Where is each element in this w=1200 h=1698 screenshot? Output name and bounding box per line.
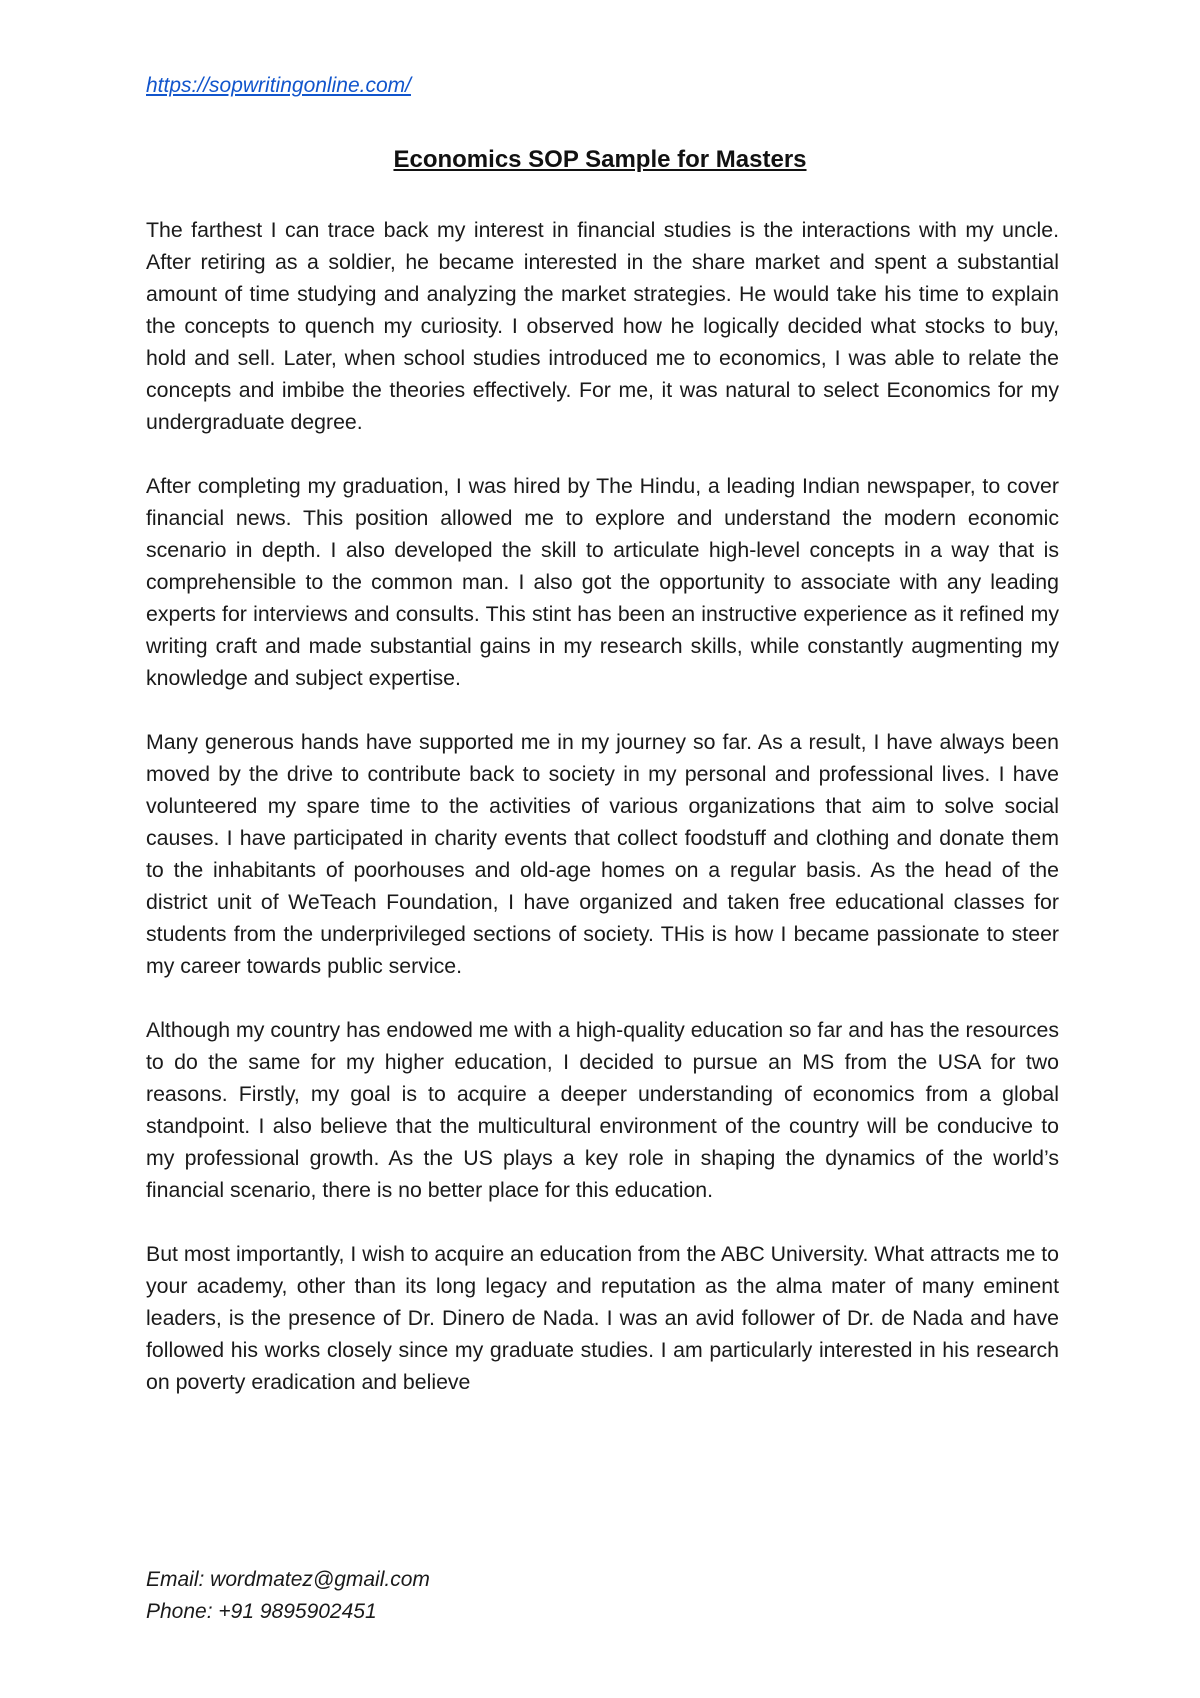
contact-footer	[146, 1564, 430, 1628]
paragraph-1: The farthest I can trace back my interest in financial studies is the interactions with my uncle. After retiring as a soldier, he became interested in the share market and spent a substantial amount of time studying and analyzing the market strategies. He would take his time to explain the concepts to quench my curiosity. I observed how he logically decided what stocks to buy, hold and sell. Later, when school studies introduced me to economics, I was able to relate the concepts and imbibe the theories effectively. For me, it was natural to select Economics for my undergraduate degree.	[146, 218, 1059, 434]
paragraph-4: Although my country has endowed me with a high-quality education so far and has the resources to do the same for my higher education, I decided to pursue an MS from the USA for two reasons. Firstly, my goal is to acquire a deeper understanding of economics from a global standpoint. I also believe that the multicultural environment of the country will be conducive to my professional growth. As the US plays a key role in shaping the dynamics of the world’s financial scenario, there is no better place for this education.	[146, 1018, 1059, 1202]
footer-email: Email: wordmatez@gmail.com	[146, 1568, 430, 1591]
paragraph-3: Many generous hands have supported me in my journey so far. As a result, I have always been moved by the drive to contribute back to society in my personal and professional lives. I have volunteered my spare time to the activities of various organizations that aim to solve social causes. I have participated in charity events that collect foodstuff and clothing and donate them to the inhabitants of poorhouses and old-age homes on a regular basis. As the head of the district unit of WeTeach Foundation, I have organized and taken free educational classes for students from the underprivileged sections of society. THis is how I became passionate to steer my career towards public service.	[146, 730, 1059, 978]
website-link[interactable]: https://sopwritingonline.com/	[146, 74, 411, 97]
document-title: Economics SOP Sample for Masters	[393, 146, 807, 173]
paragraph-2: After completing my graduation, I was hired by The Hindu, a leading Indian newspaper, to cover financial news. This position allowed me to explore and understand the modern economic scenario in depth. I also developed the skill to articulate high-level concepts in a way that is comprehensible to the common man. I also got the opportunity to associate with any leading experts for interviews and consults. This stint has been an instructive experience as it refined my writing craft and made substantial gains in my research skills, while constantly augmenting my knowledge and subject expertise.	[146, 474, 1059, 690]
paragraph-5: But most importantly, I wish to acquire an education from the ABC University. What attracts me to your academy, other than its long legacy and reputation as the alma mater of many eminent leaders, is the presence of Dr. Dinero de Nada. I was an avid follower of Dr. de Nada and have followed his works closely since my graduate studies. I am particularly interested in his research on poverty eradication and believe	[146, 1242, 1059, 1394]
document-body	[146, 214, 1059, 1430]
footer-phone: Phone: +91 9895902451	[146, 1600, 377, 1623]
